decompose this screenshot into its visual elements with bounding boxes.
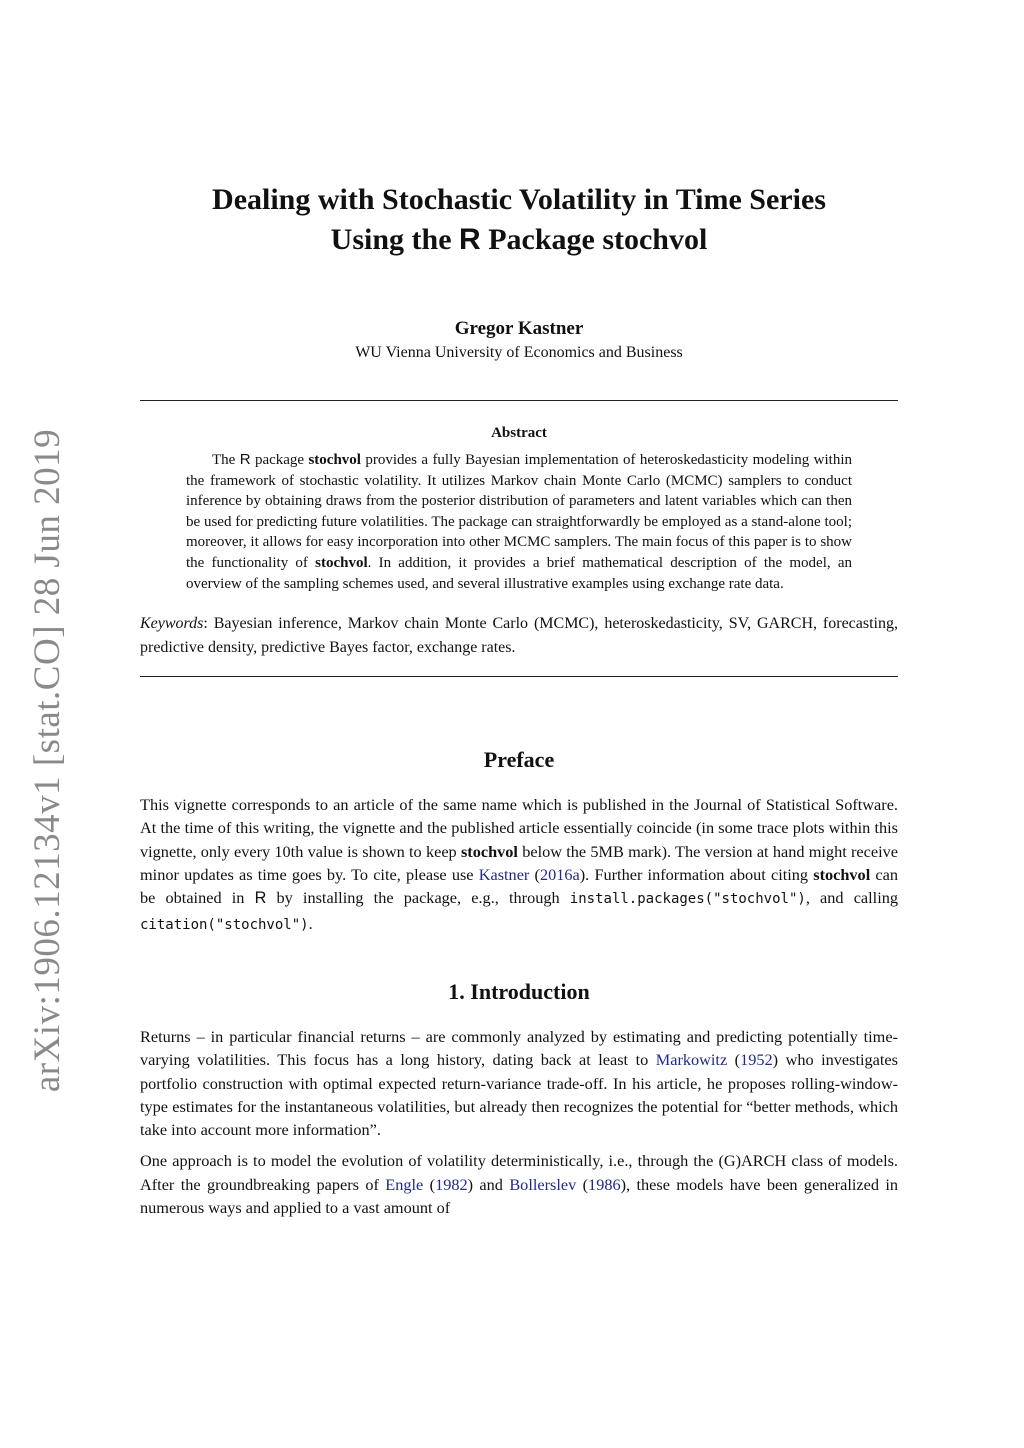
citation-link-bollerslev-year[interactable]: 1986 <box>588 1174 621 1194</box>
abstract-top-rule <box>140 400 898 401</box>
preface-heading: Preface <box>483 747 555 773</box>
arxiv-id-text: arXiv:1906.12134v1 [stat.CO] 28 Jun 2019 <box>27 428 69 1092</box>
body-span: ( <box>529 865 540 885</box>
title-line-1: Dealing with Stochastic Volatility in Time Series <box>212 183 826 216</box>
citation-link-kastner-year[interactable]: 2016a <box>539 865 580 885</box>
body-span: ) and <box>467 1174 510 1194</box>
keywords-label: Keywords <box>140 615 204 633</box>
author-affiliation: WU Vienna University of Economics and Business <box>355 344 683 361</box>
intro-paragraph-1 <box>140 1025 898 1141</box>
body-span: One approach is to model the evolution of volatility deterministically, i.e., through the (G)ARCH class of models. After the groundbreaking papers of <box>140 1151 898 1194</box>
abstract-span: . In addition, it provides a brief mathematical description of the model, an overview of the sampling schemes used, and several illustrative examples using exchange rate data. <box>186 554 852 592</box>
package-name: stochvol <box>460 841 518 861</box>
body-span: ( <box>727 1050 741 1070</box>
title-text: Using the <box>330 223 460 256</box>
arxiv-identifier-stamp <box>18 428 78 1092</box>
r-language-mark: R <box>254 889 267 908</box>
keywords-list: : Bayesian inference, Markov chain Monte Carlo (MCMC), heteroskedasticity, SV, GARCH, forecasting, predictive density, predictive Bayes factor, exchange rates. <box>140 615 898 657</box>
code-install-packages: install.packages("stochvol") <box>569 891 806 908</box>
author-name: Gregor Kastner <box>454 318 584 339</box>
title-line-2 <box>140 220 898 260</box>
preface-paragraph <box>140 793 898 937</box>
body-span: This vignette corresponds to an article of the same name which is published in the Journal of Statistical Software. At the time of this writing, the vignette and the published article essentially coincide (in some trace plots within this vignette, only every 10th value is shown to keep <box>140 795 898 861</box>
abstract-span: The <box>212 452 240 468</box>
code-citation: citation("stochvol") <box>140 916 309 933</box>
title-text: Package stochvol <box>480 223 708 256</box>
body-span: by installing the package, e.g., through <box>266 888 570 908</box>
body-span: . <box>308 913 313 933</box>
body-span: ( <box>576 1174 589 1194</box>
intro-paragraph-2 <box>140 1149 898 1219</box>
body-span: can be obtained in <box>140 865 898 908</box>
abstract-span: package <box>250 452 309 468</box>
abstract-heading: Abstract <box>491 425 547 441</box>
body-span: below the 5MB mark). The version at hand might receive minor updates as time goes by. To cite, please use <box>140 841 898 885</box>
abstract-span: provides a fully Bayesian implementation of heteroskedasticity modeling within the framework of stochastic volatility. It utilizes Markov chain Monte Carlo (MCMC) samplers to conduct inference by obtaining draws from the posterior distribution of parameters and latent variables which can then be used for predicting future volatilities. The package can straightforwardly be employed as a stand-alone tool; moreover, it allows for easy incorporation into other MCMC samplers. The main focus of this paper is to show the functionality of <box>186 452 852 571</box>
abstract-bottom-rule <box>140 676 898 677</box>
r-language-mark: R <box>239 451 251 468</box>
citation-link-bollerslev[interactable]: Bollerslev <box>509 1174 577 1194</box>
package-name: stochvol <box>813 865 871 885</box>
body-span: ). Further information about citing <box>579 865 814 885</box>
body-span: ), these models have been generalized in numerous ways and applied to a vast amount of <box>140 1174 898 1218</box>
body-span: Returns – in particular financial returns – are commonly analyzed by estimating and predicting potentially time-varying volatilities. This focus has a long history, dating back at least to <box>140 1026 898 1070</box>
citation-link-engle-year[interactable]: 1982 <box>435 1174 468 1194</box>
body-span: ) who investigates portfolio construction with optimal expected return-variance trade-off. In his article, he proposes rolling-window-type estimates for the instantaneous volatilities, but already then recognizes the potential for “better methods, which take into account more information”. <box>140 1050 898 1140</box>
citation-link-engle[interactable]: Engle <box>385 1174 424 1194</box>
citation-link-markowitz-year[interactable]: 1952 <box>740 1050 773 1070</box>
body-span: , and calling <box>805 888 898 908</box>
citation-link-markowitz[interactable]: Markowitz <box>655 1050 728 1070</box>
paper-title <box>140 180 898 260</box>
r-language-mark: R <box>459 223 481 256</box>
package-name: stochvol <box>308 452 361 468</box>
body-span: ( <box>423 1174 436 1194</box>
introduction-heading: 1. Introduction <box>448 978 590 1004</box>
abstract-text <box>186 450 852 594</box>
package-name: stochvol <box>315 554 368 571</box>
paper-page <box>140 0 898 1219</box>
keywords <box>140 612 898 660</box>
citation-link-kastner[interactable]: Kastner <box>478 865 530 885</box>
